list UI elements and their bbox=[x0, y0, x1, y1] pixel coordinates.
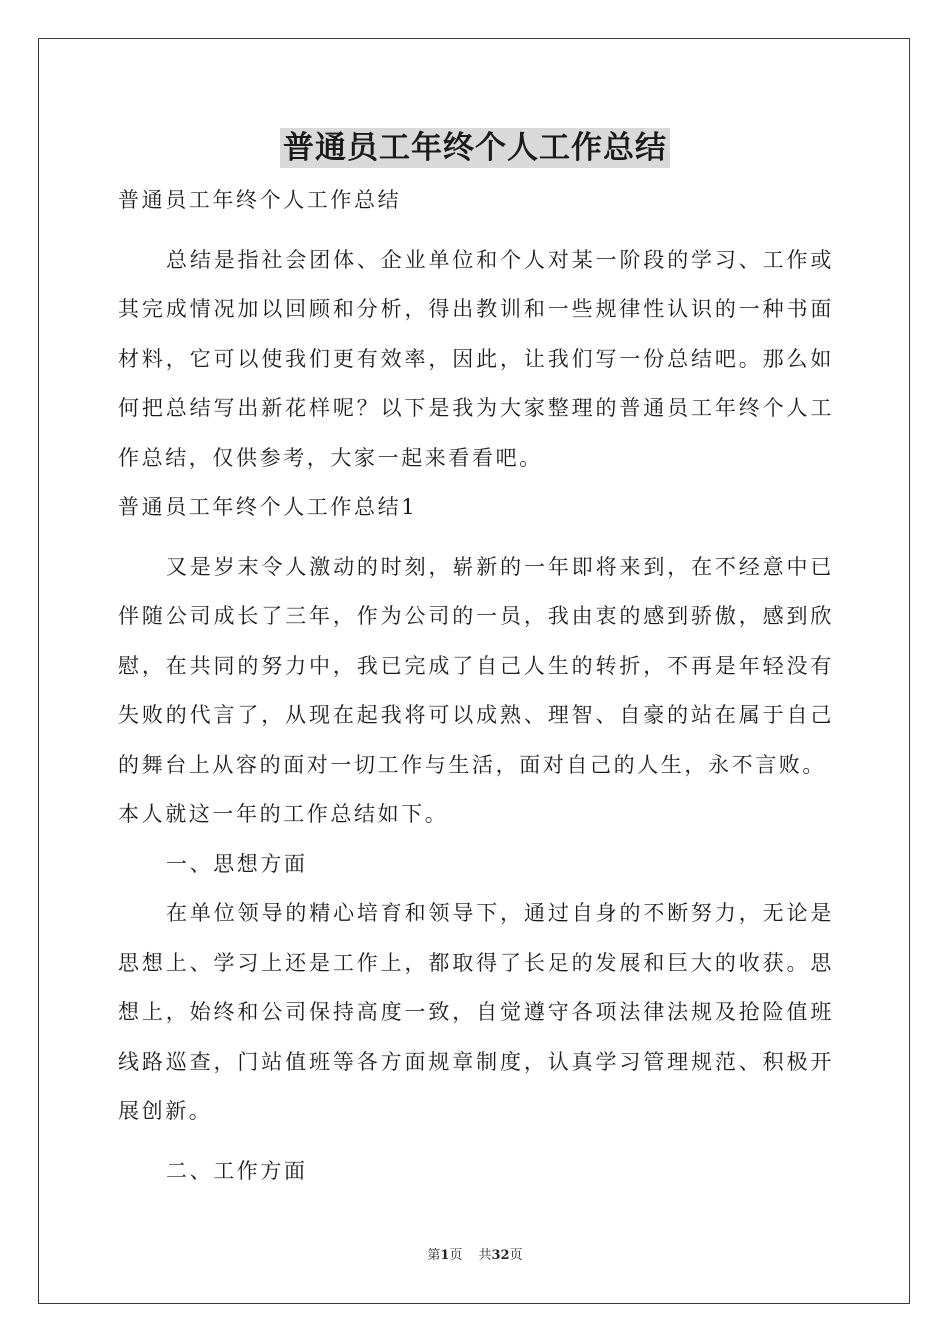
document-title: 普通员工年终个人工作总结 bbox=[280, 128, 670, 168]
footer-page-prefix: 第 bbox=[427, 1248, 441, 1263]
section1-paragraph: 又是岁末令人激动的时刻，崭新的一年即将来到，在不经意中已伴随公司成长了三年，作为公司的一员，我由衷的感到骄傲，感到欣慰，在共同的努力中，我已完成了自己人生的转折，不再是年轻没有失败的代言了，从现在起我将可以成熟、理智、自豪的站在属于自己的舞台上从容的面对一切工作与生活，面对自己的人生，永不言败。 bbox=[118, 554, 834, 777]
heading-work: 二、工作方面 bbox=[166, 1158, 308, 1183]
intro-paragraph: 总结是指社会团体、企业单位和个人对某一阶段的学习、工作或其完成情况加以回顾和分析，得出教训和一些规律性认识的一种书面材料，它可以使我们更有效率，因此，让我们写一份总结吧。那么如何把总结写出新花样呢？以下是我为大家整理的普通员工年终个人工作总结，仅供参考，大家一起来看看吧。 bbox=[118, 247, 834, 470]
thought-paragraph: 在单位领导的精心培育和领导下，通过自身的不断努力，无论是思想上、学习上还是工作上，都取得了长足的发展和巨大的收获。思想上，始终和公司保持高度一致，自觉遵守各项法律法规及抢险值班线路巡查，门站值班等各方面规章制度，认真学习管理规范、积极开展创新。 bbox=[118, 901, 834, 1123]
heading-thought: 一、思想方面 bbox=[166, 851, 308, 876]
section1-closing: 本人就这一年的工作总结如下。 bbox=[118, 802, 449, 826]
footer-total-label: 页 bbox=[509, 1248, 523, 1263]
document-subtitle: 普通员工年终个人工作总结 bbox=[118, 188, 402, 212]
footer-page-current: 1 bbox=[440, 1248, 450, 1263]
page-footer bbox=[0, 1247, 950, 1265]
section-heading-1: 普通员工年终个人工作总结1 bbox=[118, 495, 418, 519]
footer-total-prefix: 共 bbox=[478, 1248, 492, 1263]
footer-page-total: 32 bbox=[491, 1248, 510, 1263]
title-container bbox=[0, 128, 950, 168]
footer-page-label: 页 bbox=[449, 1248, 463, 1263]
document-body bbox=[118, 176, 834, 1196]
